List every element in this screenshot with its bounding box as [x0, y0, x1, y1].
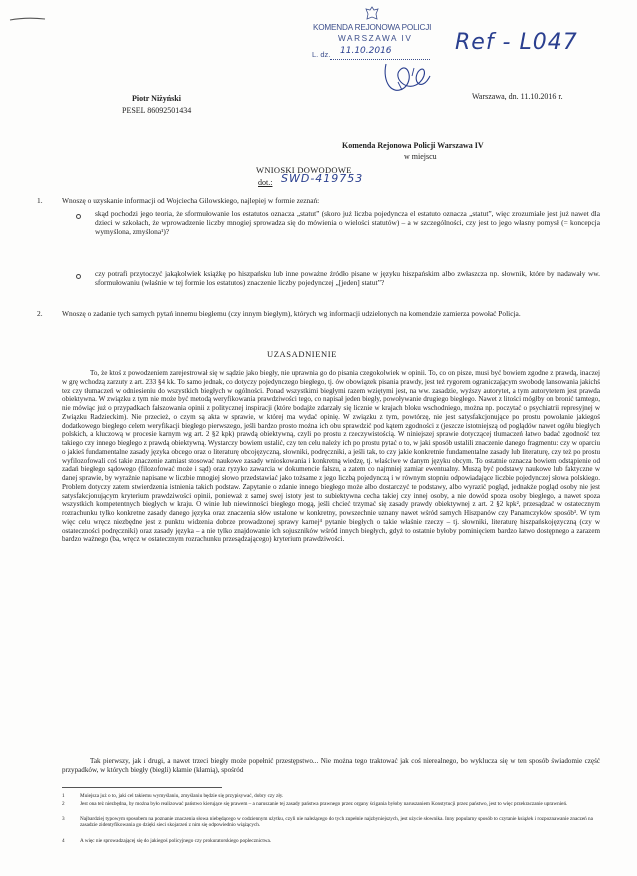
request-1-number: 1.: [37, 196, 43, 205]
stamp-ldz: L. dz.: [312, 50, 331, 59]
sender-pesel: PESEL 86092501434: [122, 106, 192, 115]
request-1-text: Wnoszę o uzyskanie informacji od Wojciecha Gilowskiego, najlepiej w formie zeznań:: [62, 196, 320, 205]
footnote-1-number: 1: [62, 793, 65, 799]
handwritten-case-ref: Ref - L047: [455, 30, 578, 55]
place-date: Warszawa, dn. 11.10.2016 r.: [472, 92, 563, 101]
question-bullet-2: czy potrafi przytoczyć jakąkolwiek książkę po hiszpańsku lub inne poważne źródło pisane w języku hiszpańskim albo zwłaszcza np. słownik, które by nadawały ww. sformułowaniu (właśnie w tej formie los estatutos) znaczenie liczby pojedynczej „[jeden] statut”?: [95, 269, 600, 287]
document-title: WNIOSKI DOWODOWE: [256, 165, 352, 175]
footnote-2-number: 2: [62, 801, 65, 807]
stamp-date-handwritten: 11.10.2016: [340, 46, 392, 56]
bullet-circle-icon: [76, 274, 81, 279]
sender-name: Piotr Niżyński: [132, 94, 181, 103]
pen-mark: [8, 14, 48, 24]
handwritten-doc-number: SWD-419753: [281, 172, 364, 185]
justification-heading: UZASADNIENIE: [267, 349, 337, 359]
request-2-number: 2.: [37, 309, 43, 318]
footnote-1-text: Muiejsza już o to, jaki cel takiemu wymyślaniu, zmyślaniu będzie się przypisywać, dobry czy zły.: [80, 793, 284, 799]
footnote-3-text: Najbardziej typowym sposobem na poznanie znaczenia słowa niebędącego w codziennym użytku, czyli nie należącego do tych zupełnie najzbyniejszych, jest użycie słownika. Inny popularny sposób to czytanie książek i rozpoznawanie znaczeń na zasadzie zidentyfikowania go dzięki sieci skojarzeń z nim się odpowiednio wiążących.: [80, 816, 593, 829]
recipient-place: w miejscu: [404, 152, 437, 161]
justification-paragraph-1: To, że ktoś z powodzeniem zarejestrował się w sądzie jako biegły, nie uprawnia go do pisania czegokolwiek w opinii. To, co on pisze, musi być bowiem zgodne z prawdą, inaczej w grę wchodzą zarzuty z art. 233 §4 kk. To samo jednak, co dotyczy pojedynczego biegłego, tj. ów obowiązek pisania prawdy, jest też rygorem ograniczającym swobodę lansowania jakichś tez czy tłumaczeń w odniesieniu do wszystkich biegłych w ogólności. Ponad wszystkimi biegłymi razem wziętymi jest, na ww. zasadzie, wyższy autorytet, a tym autorytetem jest prawda obiektywna. W związku z tym nie może być metodą weryfikowania prawdziwości tego, co napisał jeden biegły, powoływanie drugiego biegłego. Nawet z litości mógłby on bronić tamtego, nie mówiąc już o przypadkach fałszowania opinii z politycznej inspiracji (które bodajże zdarzały się licznie w krajach bloku wschodniego, można np. poczytać o psychiatrii represyjnej w Związku Radzieckim). Nie przecież, o czym są akta w sprawie, w której ma wydać opinię. W związku z tym, powtórzę, nie jest satysfakcjonujące po prostu powołanie jakiegoś dodatkowego biegłego celem weryfikacji biegłego pierwszego, jeśli bardzo prosto można ich obu sprawdzić pod kątem zgodności z (jeszcze istotniejszą od poglądów nawet ogółu biegłych polskich, a kluczową w procesie karnym wg art. 2 §2 kpk) prawdą obiektywną, czyli po prostu z rzeczywistością. W niniejszej sprawie dotyczącej tłumaczeń łatwo badać zgodność tez takiego czy innego biegłego z prawdą obiektywną. Wystarczy bowiem ustalić, czy ten celu należy ich po prostu pytać o to, w jaki sposób ustalili znaczenie danego fragmentu: czy w oparciu o jakieś fundamentalne zasady języka obcego oraz o literaturę obcojęzyczną, słowniki, podręczniki, a jeśli tak, to czy jakie konkretnie fundamentalne zasady lub literaturę, czy też po prostu wyfilozofowali coś takie znaczenie zamiast stosować naukowe zasady wnioskowania i konkretną wiedzę, tj. właściwe w danym języku obcym. To ostatnie oznacza bowiem odstąpienie od zadań biegłego sądowego (filozofować może i sąd) oraz ryzyko zawarcia w dokumencie fałszu, a zatem co najmniej zamiar ewentualny. Muszą być podstawy naukowe lub faktyczne w danej sprawie, by wyraźnie napisane w liczbie mnogiej słowo przedstawiać jako tożsame z jego liczbą pojedynczą i w równym stopniu odpowiadające liczbie pojedynczej słowa polskiego. Problem dotyczy zatem stwierdzenia istnienia takich podstaw. Zapytanie o zdanie innego biegłego może albo dostarczyć te podstawy, albo wyrazić pogląd, jednakże pogląd osoby nie jest satysfakcjonującym kryterium prawdziwości opinii, ponieważ z samej swej istoty jest to subiektywna cecha takiej czy innej osoby, a nie dowód spoza osoby biegłego, a nawet spoza wszystkich kompetentnych biegłych w kraju. O winie lub niewinności biegłego mogą, jeśli chcieć trzymać się zasady prawdy obiektywnej z art. 2 §2 kpk², przesądzać w ostatecznym rozrachunku tylko konkretne zasady danego języka oraz znaczenia słów ustalone w konkretny, powszechnie uznany nawet wśród samych Hiszpanów czy Panamczyków sposób³. W tym więc celu wręcz niezbędne jest z punktu widzenia dobrze prowadzonej sprawy karnej⁴ pytanie biegłych o takie właśnie rzeczy – tj. słowniki, literaturę hiszpańskojęzyczną (czy w ostateczności podręczniki) oraz zasady języka – a nie tylko znajdowanie ich sojuszników wśród innych biegłych, gdyż to ostatnie byłoby pominięciem bardzo łatwo dostępnego a zarazem bardzo ważnego (ba, wręcz w ostatecznym rozrachunku przesądzającego) kryterium prawdziwości.: [62, 369, 600, 544]
eagle-emblem-icon: [365, 6, 379, 22]
footnote-4-text: A więc nie sprowadzającej się do jakiegoś policyjnego czy prokuratorskiego poplecznictwa.: [80, 838, 272, 844]
recipient-name: Komenda Rejonowa Policji Warszawa IV: [342, 141, 484, 150]
question-bullet-1: skąd pochodzi jego teoria, że sformułowanie los estatutos oznacza „statut” (skoro już liczba pojedyncza el estatuto oznacza „statut”, więc zrozumiałe jest już nawet dla dzieci w szkołach, że wprowadzenie liczby mnogiej sprowadza się do mówienia o wielości statutów) – a w szczególności, czy jest to jego własny pomysł (= koncepcja wymyślona, zmyślona¹)?: [95, 209, 600, 236]
stamp-line-1: KOMENDA REJONOWA POLICJI: [313, 23, 432, 32]
stamp-line-2: WARSZAWA IV: [338, 34, 413, 43]
dot-label: dot.:: [258, 178, 273, 187]
bullet-circle-icon: [76, 214, 81, 219]
justification-paragraph-2: Tak pierwszy, jak i drugi, a nawet trzeci biegły może popełnić przestępstwo... Nie można tego traktować jak coś nierealnego, bo wyklucza się w ten sposób świadomie część przypadków, w których biegły (biegli) kłamie (kłamią), spośród: [62, 757, 600, 774]
footnote-3-number: 3: [62, 816, 65, 822]
footnote-2-text: Jest ona też niezbędna, by można było realizować państwo kierujące się prawem – a naruszanie tej zasady państwa prawnego przez organy ścigania byłoby naruszaniem Konstytucji przez państwo, jest to więc przekraczanie uprawnień.: [80, 801, 568, 807]
signature-icon: [378, 52, 434, 100]
request-2-text: Wnoszę o zadanie tych samych pytań innemu biegłemu (czy innym biegłym), których wg informacji udzielonych na komendzie zamierza powołać Policja.: [62, 309, 521, 318]
footnote-4-number: 4: [62, 838, 65, 844]
footnote-divider: [62, 787, 222, 788]
